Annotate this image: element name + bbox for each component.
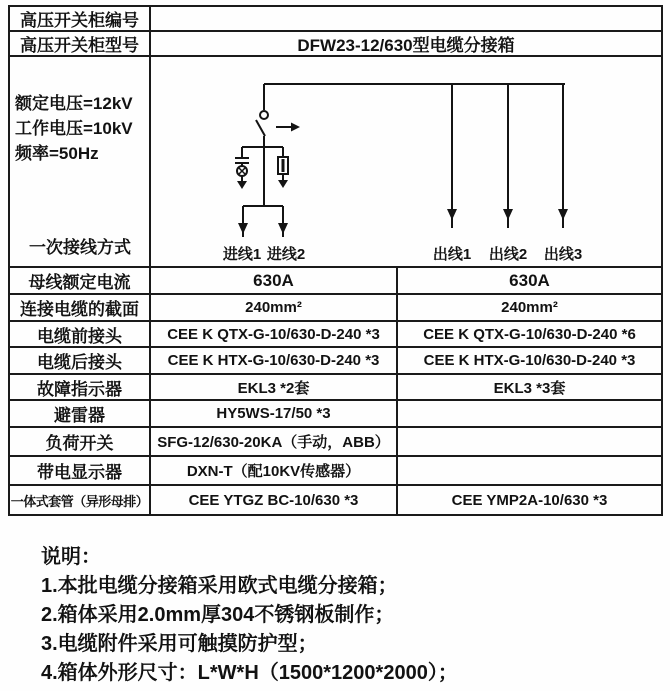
cell-rear-connector-2: CEE K HTX-G-10/630-D-240 *3 xyxy=(398,348,661,375)
incoming-arrow-2-icon xyxy=(278,223,288,234)
cell-arrester-2 xyxy=(398,401,661,428)
incoming-arrow-1-icon xyxy=(238,223,248,234)
cell-fault-indicator-2: EKL3 *3套 xyxy=(398,375,661,401)
cell-integrated-bushing-1: CEE YTGZ BC-10/630 *3 xyxy=(151,486,398,514)
cell-rear-connector-1: CEE K HTX-G-10/630-D-240 *3 xyxy=(151,348,398,375)
cell-arrester-1: HY5WS-17/50 *3 xyxy=(151,401,398,428)
row-label-fault-indicator: 故障指示器 xyxy=(10,375,151,401)
working-voltage-text: 工作电压=10kV xyxy=(15,119,133,138)
cell-front-connector-1: CEE K QTX-G-10/630-D-240 *3 xyxy=(151,322,398,348)
rated-voltage-text: 额定电压=12kV xyxy=(15,94,133,113)
switch-contact-icon xyxy=(260,111,268,119)
one-line-diagram-cell xyxy=(151,57,661,268)
row-label-integrated-bushing: 一体式套管（异形母排） xyxy=(10,486,151,514)
cell-cable-section-1: 240mm² xyxy=(151,295,398,322)
cell-live-display-1: DXN-T（配10KV传感器） xyxy=(151,457,398,486)
outgoing-arrow-3-icon xyxy=(558,209,568,220)
cell-fault-indicator-1: EKL3 *2套 xyxy=(151,375,398,401)
cell-integrated-bushing-2: CEE YMP2A-10/630 *3 xyxy=(451,491,608,509)
sensor-arrow-icon xyxy=(237,181,247,189)
switch-arrow-head-icon xyxy=(291,123,300,132)
spec-table xyxy=(8,5,663,516)
row-label-load-switch: 负荷开关 xyxy=(10,428,151,457)
cell-live-display-2 xyxy=(398,457,661,486)
note-item-2: 2.箱体采用2.0mm厚304不锈钢板制作； xyxy=(41,604,395,626)
row-label-live-display: 带电显示器 xyxy=(10,457,151,486)
row-label-cabinet-model: 高压开关柜型号 xyxy=(10,32,151,57)
switch-blade-icon xyxy=(256,120,265,136)
notes-title: 说明： xyxy=(41,546,101,568)
arrester-arrow-icon xyxy=(278,180,288,188)
row-label-arrester: 避雷器 xyxy=(10,401,151,428)
diagram-label-cell xyxy=(10,57,151,268)
cell-load-switch-2 xyxy=(398,428,661,457)
cell-cabinet-number xyxy=(151,7,661,32)
incoming-label-1: 进线1 xyxy=(222,246,262,263)
outgoing-label-1: 出线1 xyxy=(432,246,472,263)
note-item-4: 4.箱体外形尺寸：L*W*H（1500*1200*2000）； xyxy=(41,662,458,684)
outgoing-arrow-2-icon xyxy=(503,209,513,220)
row-label-wiring-mode: 一次接线方式 xyxy=(29,238,131,257)
row-label-busbar-current: 母线额定电流 xyxy=(10,268,151,295)
cell-load-switch-1: SFG-12/630-20KA（手动，ABB） xyxy=(151,428,398,457)
outgoing-label-2: 出线2 xyxy=(488,246,528,263)
note-item-1: 1.本批电缆分接箱采用欧式电缆分接箱； xyxy=(41,575,398,597)
outgoing-label-3: 出线3 xyxy=(543,246,583,263)
notes-block xyxy=(41,543,458,688)
note-item-3: 3.电缆附件采用可触摸防护型； xyxy=(41,633,318,655)
cell-front-connector-2: CEE K QTX-G-10/630-D-240 *6 xyxy=(398,322,661,348)
cell-cabinet-model: DFW23-12/630型电缆分接箱 xyxy=(151,32,661,57)
one-line-diagram xyxy=(151,57,661,268)
frequency-text: 频率=50Hz xyxy=(15,144,99,163)
cell-busbar-current-2: 630A xyxy=(398,268,661,295)
row-label-cabinet-number: 高压开关柜编号 xyxy=(10,7,151,32)
row-label-cable-section: 连接电缆的截面 xyxy=(10,295,151,322)
rating-info xyxy=(15,91,145,166)
cell-cable-section-2: 240mm² xyxy=(398,295,661,322)
row-label-rear-connector: 电缆后接头 xyxy=(10,348,151,375)
cell-busbar-current-1: 630A xyxy=(151,268,398,295)
incoming-label-2: 进线2 xyxy=(266,246,306,263)
outgoing-arrow-1-icon xyxy=(447,209,457,220)
row-label-front-connector: 电缆前接头 xyxy=(10,322,151,348)
